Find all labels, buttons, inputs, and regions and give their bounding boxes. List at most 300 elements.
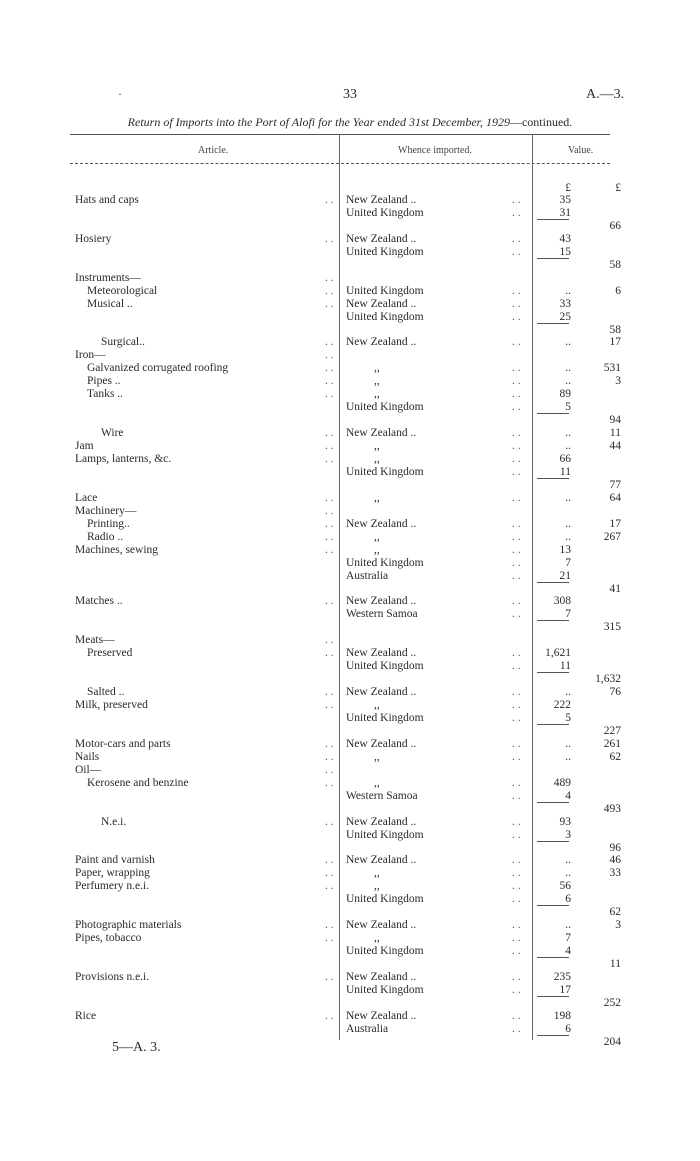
- table-row: [0, 531, 700, 544]
- leader-dots: . .: [512, 246, 521, 258]
- article-cell: Provisions n.e.i.: [75, 971, 150, 983]
- subtotal-rule: [537, 219, 569, 220]
- source-cell: New Zealand ..: [346, 971, 417, 983]
- subtotal-rule: [537, 478, 569, 479]
- leader-dots: . .: [512, 608, 521, 620]
- leader-dots: . .: [512, 453, 521, 465]
- source-cell: United Kingdom: [346, 466, 424, 478]
- value-cell: 5: [565, 712, 571, 724]
- leader-dots: . .: [512, 660, 521, 672]
- table-row: [0, 699, 700, 712]
- table-row: [0, 388, 700, 401]
- leader-dots: . .: [512, 518, 521, 530]
- source-cell: New Zealand ..: [346, 427, 417, 439]
- subtotal-rule: [537, 957, 569, 958]
- value-cell: 15: [559, 246, 571, 258]
- table-row: [0, 1010, 700, 1023]
- total-cell: 227: [603, 725, 621, 737]
- table-row: [0, 375, 700, 388]
- leader-dots: . .: [512, 285, 521, 297]
- leader-dots: . .: [325, 738, 334, 750]
- leader-dots: . .: [325, 427, 334, 439]
- leader-dots: . .: [325, 388, 334, 400]
- leader-dots: . .: [325, 932, 334, 944]
- total-cell: 11: [609, 958, 621, 970]
- value-cell: ..: [565, 854, 571, 866]
- article-cell: Perfumery n.e.i.: [75, 880, 150, 892]
- leader-dots: . .: [325, 531, 334, 543]
- article-cell: Radio ..: [87, 531, 124, 543]
- value-cell: 43: [559, 233, 571, 245]
- value-cell: ..: [565, 531, 571, 543]
- leader-dots: . .: [512, 492, 521, 504]
- value-cell: ..: [565, 867, 571, 879]
- article-cell: Preserved: [87, 647, 133, 659]
- leader-dots: . .: [325, 194, 334, 206]
- leader-dots: . .: [512, 1023, 521, 1035]
- table-row: [0, 595, 700, 608]
- leader-dots: . .: [512, 816, 521, 828]
- total-cell: 11: [609, 427, 621, 439]
- leader-dots: . .: [512, 945, 521, 957]
- value-cell: 89: [559, 388, 571, 400]
- value-cell: 222: [553, 699, 571, 711]
- article-cell: Pipes ..: [87, 375, 121, 387]
- value-cell: ..: [565, 686, 571, 698]
- leader-dots: . .: [512, 647, 521, 659]
- article-cell: Iron—: [75, 349, 106, 361]
- value-cell: 35: [559, 194, 571, 206]
- table-row: [0, 751, 700, 764]
- leader-dots: . .: [512, 375, 521, 387]
- leader-dots: . .: [512, 336, 521, 348]
- table-row: [0, 906, 700, 919]
- source-cell: Western Samoa: [346, 790, 418, 802]
- article-cell: N.e.i.: [101, 816, 127, 828]
- table-row: [0, 984, 700, 997]
- source-cell: New Zealand ..: [346, 854, 417, 866]
- leader-dots: . .: [325, 816, 334, 828]
- value-cell: 308: [553, 595, 571, 607]
- source-cell: United Kingdom: [346, 945, 424, 957]
- leader-dots: . .: [325, 854, 334, 866]
- source-cell: Australia: [346, 1023, 389, 1035]
- table-row: [0, 634, 700, 647]
- source-cell: New Zealand ..: [346, 518, 417, 530]
- article-cell: Instruments—: [75, 272, 141, 284]
- subtotal-rule: [537, 413, 569, 414]
- total-cell: 6: [615, 285, 621, 297]
- source-cell: ,,: [374, 362, 380, 374]
- total-cell: 252: [603, 997, 621, 1009]
- table-row: [0, 829, 700, 842]
- value-cell: ..: [565, 738, 571, 750]
- leader-dots: . .: [512, 207, 521, 219]
- table-row: [0, 272, 700, 285]
- value-cell: 6: [565, 1023, 571, 1035]
- table-row: [0, 427, 700, 440]
- source-cell: New Zealand ..: [346, 647, 417, 659]
- subtotal-rule: [537, 724, 569, 725]
- value-cell: 4: [565, 790, 571, 802]
- total-cell: 41: [609, 583, 621, 595]
- source-cell: United Kingdom: [346, 984, 424, 996]
- table-row: [0, 867, 700, 880]
- total-cell: 96: [609, 842, 621, 854]
- article-cell: Pipes, tobacco: [75, 932, 142, 944]
- leader-dots: . .: [325, 686, 334, 698]
- total-cell: 17: [609, 518, 621, 530]
- value-cell: 11: [559, 466, 571, 478]
- value-cell: 7: [565, 608, 571, 620]
- subtotal-rule: [537, 841, 569, 842]
- table-row: [0, 311, 700, 324]
- source-cell: United Kingdom: [346, 246, 424, 258]
- leader-dots: . .: [325, 362, 334, 374]
- total-cell: 77: [609, 479, 621, 491]
- table-row: [0, 466, 700, 479]
- article-cell: Machinery—: [75, 505, 137, 517]
- value-cell: 25: [559, 311, 571, 323]
- table-row: [0, 401, 700, 414]
- leader-dots: . .: [512, 829, 521, 841]
- table-row: [0, 194, 700, 207]
- value-cell: ..: [565, 362, 571, 374]
- source-cell: New Zealand ..: [346, 595, 417, 607]
- leader-dots: . .: [325, 919, 334, 931]
- table-row: [0, 453, 700, 466]
- leader-dots: . .: [512, 712, 521, 724]
- source-cell: United Kingdom: [346, 401, 424, 413]
- value-cell: 7: [565, 932, 571, 944]
- table-row: [0, 544, 700, 557]
- leader-dots: . .: [512, 738, 521, 750]
- leader-dots: . .: [512, 1010, 521, 1022]
- table-row: [0, 777, 700, 790]
- source-cell: New Zealand ..: [346, 816, 417, 828]
- table-row: [0, 803, 700, 816]
- source-cell: United Kingdom: [346, 829, 424, 841]
- table-row: [0, 220, 700, 233]
- total-cell: 64: [609, 492, 621, 504]
- value-cell: 3: [565, 829, 571, 841]
- article-cell: Paint and varnish: [75, 854, 155, 866]
- value-cell: ..: [565, 440, 571, 452]
- leader-dots: . .: [512, 919, 521, 931]
- table-row: [0, 336, 700, 349]
- header-whence: Whence imported.: [398, 145, 472, 156]
- subtotal-rule: [537, 996, 569, 997]
- table-row: [0, 997, 700, 1010]
- leader-dots: . .: [325, 764, 334, 776]
- source-cell: New Zealand ..: [346, 194, 417, 206]
- article-cell: Hosiery: [75, 233, 112, 245]
- total-cell: 267: [603, 531, 621, 543]
- article-cell: Musical ..: [87, 298, 133, 310]
- table-row: [0, 647, 700, 660]
- value-cell: 93: [559, 816, 571, 828]
- table-row: [0, 440, 700, 453]
- article-cell: Machines, sewing: [75, 544, 159, 556]
- leader-dots: . .: [512, 880, 521, 892]
- source-cell: United Kingdom: [346, 285, 424, 297]
- source-cell: New Zealand ..: [346, 919, 417, 931]
- table-row: [0, 945, 700, 958]
- table-row: [0, 608, 700, 621]
- table-row: [0, 349, 700, 362]
- value-cell: 4: [565, 945, 571, 957]
- leader-dots: . .: [512, 984, 521, 996]
- title-suffix: —continued.: [509, 115, 573, 129]
- leader-dots: . .: [325, 349, 334, 361]
- leader-dots: . .: [512, 440, 521, 452]
- table-row: [0, 971, 700, 984]
- leader-dots: . .: [512, 194, 521, 206]
- source-cell: ,,: [374, 699, 380, 711]
- table-row: [0, 725, 700, 738]
- value-cell: 17: [559, 984, 571, 996]
- currency-col1: £: [565, 182, 571, 194]
- leader-dots: . .: [512, 790, 521, 802]
- leader-dots: . .: [325, 647, 334, 659]
- value-cell: 13: [559, 544, 571, 556]
- table-row: [0, 246, 700, 259]
- leader-dots: . .: [512, 401, 521, 413]
- article-cell: Printing..: [87, 518, 130, 530]
- source-cell: ,,: [374, 544, 380, 556]
- table-row: [0, 479, 700, 492]
- value-cell: 21: [559, 570, 571, 582]
- leader-dots: . .: [325, 440, 334, 452]
- page-number: 33: [343, 87, 357, 102]
- source-cell: ,,: [374, 375, 380, 387]
- table-title: [0, 115, 700, 130]
- value-cell: 198: [553, 1010, 571, 1022]
- article-cell: Oil—: [75, 764, 102, 776]
- total-cell: 261: [603, 738, 621, 750]
- value-cell: 235: [553, 971, 571, 983]
- total-cell: 76: [609, 686, 621, 698]
- value-cell: ..: [565, 375, 571, 387]
- table-row: [0, 790, 700, 803]
- source-cell: Western Samoa: [346, 608, 418, 620]
- article-cell: Meats—: [75, 634, 115, 646]
- source-cell: United Kingdom: [346, 311, 424, 323]
- title-main: Return of Imports into the Port of Alofi for the Year ended 31st December, 1929: [127, 115, 510, 129]
- total-cell: 1,632: [595, 673, 621, 685]
- leader-dots: . .: [325, 867, 334, 879]
- table-row: [0, 958, 700, 971]
- article-cell: Tanks ..: [87, 388, 123, 400]
- leader-dots: . .: [325, 375, 334, 387]
- total-cell: 493: [603, 803, 621, 815]
- leader-dots: . .: [325, 272, 334, 284]
- table-row: [0, 207, 700, 220]
- table-row: [0, 259, 700, 272]
- value-cell: 6: [565, 893, 571, 905]
- leader-dots: . .: [512, 595, 521, 607]
- table-row: [0, 492, 700, 505]
- source-cell: ,,: [374, 777, 380, 789]
- leader-dots: . .: [512, 557, 521, 569]
- total-cell: 66: [609, 220, 621, 232]
- article-cell: Galvanized corrugated roofing: [87, 362, 229, 374]
- subtotal-rule: [537, 802, 569, 803]
- table-row: [0, 570, 700, 583]
- table-row: [0, 880, 700, 893]
- total-cell: 46: [609, 854, 621, 866]
- leader-dots: . .: [325, 336, 334, 348]
- total-cell: 94: [609, 414, 621, 426]
- leader-dots: . .: [325, 233, 334, 245]
- value-cell: ..: [565, 492, 571, 504]
- total-cell: 17: [609, 336, 621, 348]
- table-row: [0, 712, 700, 725]
- leader-dots: . .: [325, 453, 334, 465]
- leader-dots: . .: [512, 311, 521, 323]
- source-cell: New Zealand ..: [346, 298, 417, 310]
- source-cell: United Kingdom: [346, 207, 424, 219]
- source-cell: ,,: [374, 440, 380, 452]
- header-value: Value.: [568, 145, 594, 156]
- source-cell: ,,: [374, 867, 380, 879]
- value-cell: ..: [565, 919, 571, 931]
- subtotal-rule: [537, 258, 569, 259]
- table-row: [0, 660, 700, 673]
- article-cell: Jam: [75, 440, 94, 452]
- table-row: [0, 414, 700, 427]
- table-row: [0, 505, 700, 518]
- leader-dots: . .: [512, 362, 521, 374]
- total-cell: 62: [609, 751, 621, 763]
- table-row: [0, 1036, 700, 1049]
- page-reference: A.—3.: [586, 87, 625, 102]
- article-cell: Rice: [75, 1010, 97, 1022]
- value-cell: ..: [565, 427, 571, 439]
- value-cell: ..: [565, 518, 571, 530]
- leader-dots: . .: [325, 595, 334, 607]
- leader-dots: . .: [325, 1010, 334, 1022]
- value-cell: ..: [565, 285, 571, 297]
- leader-dots: . .: [512, 854, 521, 866]
- leader-dots: . .: [512, 867, 521, 879]
- header-article: Article.: [198, 145, 229, 156]
- leader-dots: . .: [512, 971, 521, 983]
- source-cell: New Zealand ..: [346, 336, 417, 348]
- total-cell: 33: [609, 867, 621, 879]
- total-cell: 58: [609, 259, 621, 271]
- source-cell: New Zealand ..: [346, 233, 417, 245]
- leader-dots: . .: [325, 777, 334, 789]
- leader-dots: . .: [325, 880, 334, 892]
- leader-dots: . .: [512, 427, 521, 439]
- currency-col2: £: [615, 182, 621, 194]
- article-cell: Photographic materials: [75, 919, 182, 931]
- article-cell: Lamps, lanterns, &c.: [75, 453, 172, 465]
- total-cell: 44: [609, 440, 621, 452]
- article-cell: Meteorological: [87, 285, 158, 297]
- subtotal-rule: [537, 1035, 569, 1036]
- article-cell: Wire: [101, 427, 124, 439]
- article-cell: Salted ..: [87, 686, 125, 698]
- value-cell: 33: [559, 298, 571, 310]
- total-cell: 58: [609, 324, 621, 336]
- total-cell: 3: [615, 919, 621, 931]
- leader-dots: . .: [325, 751, 334, 763]
- total-cell: 204: [603, 1036, 621, 1048]
- source-cell: New Zealand ..: [346, 686, 417, 698]
- table-row: [0, 673, 700, 686]
- source-cell: United Kingdom: [346, 660, 424, 672]
- subtotal-rule: [537, 672, 569, 673]
- leader-dots: . .: [325, 699, 334, 711]
- leader-dots: . .: [325, 971, 334, 983]
- leader-dots: . .: [325, 298, 334, 310]
- subtotal-rule: [537, 582, 569, 583]
- article-cell: Motor-cars and parts: [75, 738, 171, 750]
- article-cell: Paper, wrapping: [75, 867, 150, 879]
- source-cell: Australia: [346, 570, 389, 582]
- source-cell: ,,: [374, 492, 380, 504]
- footer-signature: 5—A. 3.: [112, 1040, 161, 1055]
- value-cell: 31: [559, 207, 571, 219]
- total-cell: 3: [615, 375, 621, 387]
- article-cell: Lace: [75, 492, 98, 504]
- source-cell: ,,: [374, 880, 380, 892]
- leader-dots: . .: [325, 634, 334, 646]
- leader-dots: . .: [512, 893, 521, 905]
- article-cell: Milk, preserved: [75, 699, 148, 711]
- leader-dots: . .: [512, 686, 521, 698]
- table-row: [0, 738, 700, 751]
- table-row: [0, 621, 700, 634]
- source-cell: United Kingdom: [346, 712, 424, 724]
- table-row: [0, 893, 700, 906]
- leader-dots: . .: [325, 544, 334, 556]
- subtotal-rule: [537, 620, 569, 621]
- source-cell: New Zealand ..: [346, 1010, 417, 1022]
- table-row: [0, 362, 700, 375]
- table-row: [0, 854, 700, 867]
- header-rule: [70, 163, 610, 164]
- source-cell: United Kingdom: [346, 557, 424, 569]
- leader-dots: . .: [512, 388, 521, 400]
- value-cell: 66: [559, 453, 571, 465]
- leader-dots: . .: [512, 466, 521, 478]
- table-row: [0, 919, 700, 932]
- article-cell: Nails: [75, 751, 100, 763]
- leader-dots: . .: [512, 699, 521, 711]
- article-cell: Hats and caps: [75, 194, 139, 206]
- leader-dots: . .: [512, 298, 521, 310]
- leader-dots: . .: [325, 492, 334, 504]
- table-row: [0, 686, 700, 699]
- value-cell: 1,621: [545, 647, 571, 659]
- source-cell: ,,: [374, 453, 380, 465]
- leader-dots: . .: [325, 505, 334, 517]
- leader-dots: . .: [512, 531, 521, 543]
- table-row: [0, 557, 700, 570]
- leader-dots: . .: [512, 233, 521, 245]
- page-mark: ·: [118, 87, 122, 101]
- value-cell: 11: [559, 660, 571, 672]
- total-cell: 315: [603, 621, 621, 633]
- leader-dots: . .: [512, 751, 521, 763]
- value-cell: 489: [553, 777, 571, 789]
- article-cell: Surgical..: [101, 336, 145, 348]
- source-cell: New Zealand ..: [346, 738, 417, 750]
- source-cell: ,,: [374, 531, 380, 543]
